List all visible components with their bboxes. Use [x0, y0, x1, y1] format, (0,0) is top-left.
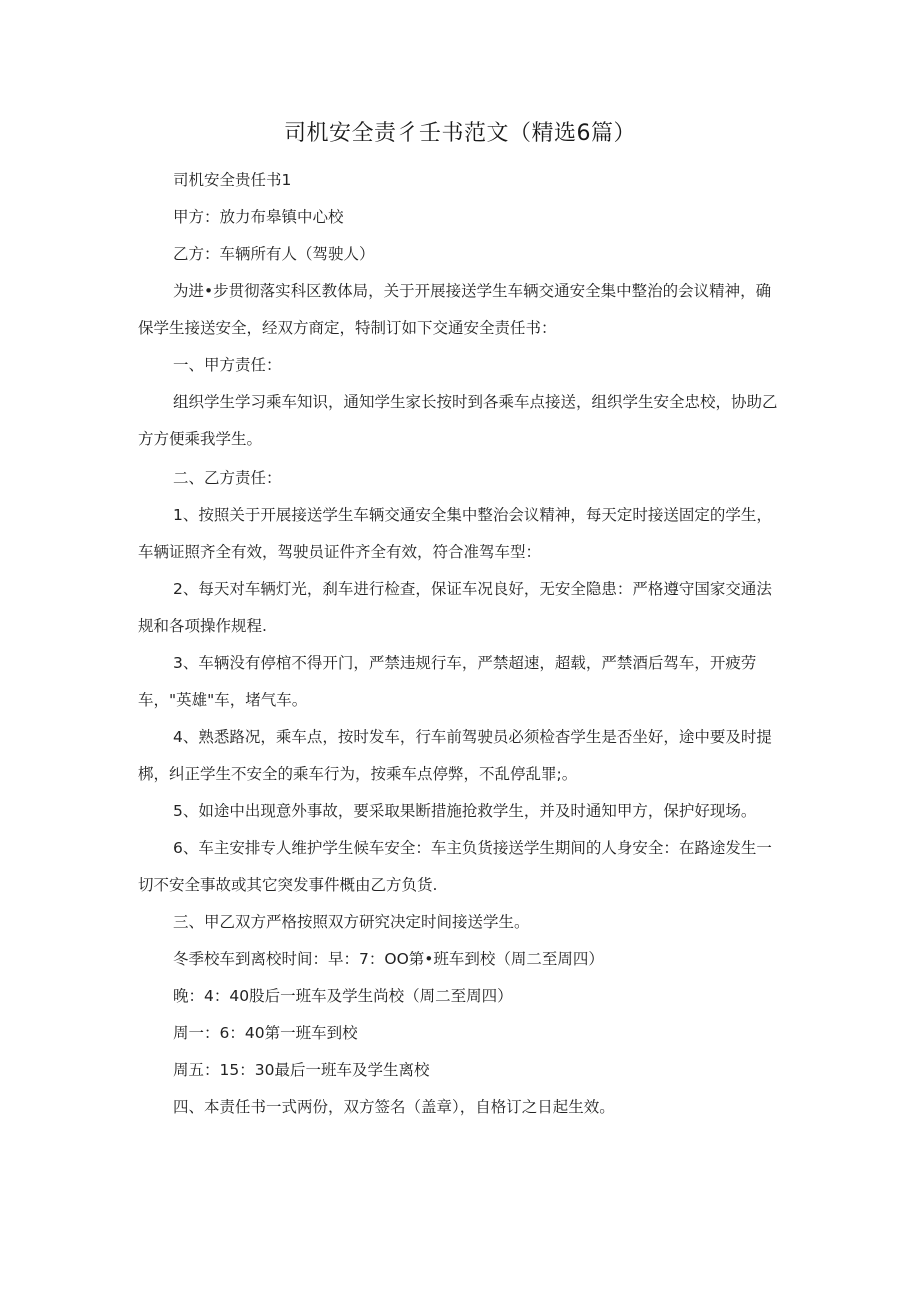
paragraph-heading: 司机安全贵任书1	[173, 171, 292, 189]
paragraph-item-5: 5、如途中出现意外事故，要采取果断措施抢救学生，并及时通知甲方，保护好现场。	[173, 802, 757, 820]
paragraph-schedule-friday: 周五：15：30最后一班车及学生离校	[173, 1061, 430, 1079]
paragraph-section-1: 一、甲方责任：	[173, 356, 282, 374]
paragraph-schedule-winter: 冬季校车到离校时间：早：7：OO第•班车到校（周二至周四）	[173, 950, 604, 968]
paragraph-item-6: 6、车主安排专人维护学生候车安全：车主负货接送学生期间的人身安全：在路途发生一切不安全事故或其它突发事件概由乙方负货.	[138, 839, 772, 894]
paragraph-section-2: 二、乙方责任：	[173, 469, 282, 487]
paragraph-party-a: 甲方：放力布皋镇中心校	[173, 208, 344, 226]
paragraph-schedule-monday: 周一：6：40第一班车到校	[173, 1024, 358, 1042]
paragraph-party-a-duty: 组织学生学习乘车知识，通知学生家长按时到各乘车点接送，组织学生安全忠校，协助乙方方便乘我学生。	[138, 393, 778, 448]
paragraph-item-3: 3、车辆没有停棺不得开门，严禁违规行车，严禁超速，超载，严禁酒后驾车，开疲劳车，"英雄"车，堵气车。	[138, 654, 757, 709]
paragraph-section-3: 三、甲乙双方严格按照双方研究决定时间接送学生。	[173, 913, 530, 931]
paragraph-item-1: 1、按照关于开展接送学生车辆交通安全集中整治会议精神，每天定时接送固定的学生，车辆证照齐全有效，驾驶员证件齐全有效，符合准驾车型：	[138, 506, 772, 561]
paragraph-item-2: 2、每天对车辆灯光，刹车进行检查，保证车况良好，无安全隐患：严格遵守国家交通法规和各项操作规程.	[138, 580, 772, 635]
document-body	[138, 162, 786, 1126]
paragraph-schedule-evening: 晚：4：40股后一班车及学生尚校（周二至周四）	[173, 987, 513, 1005]
paragraph-party-b: 乙方：车辆所有人（驾驶人）	[173, 245, 375, 263]
paragraph-section-4: 四、本责任书一式两份，双方签名（盖章），自格订之日起生效。	[173, 1098, 615, 1116]
paragraph-intro: 为进•步贯彻落实科区教体局，关于开展接送学生车辆交通安全集中整治的会议精神，确保学生接送安全，经双方商定，特制订如下交通安全责任书：	[138, 282, 772, 337]
document-title: 司机安全责彳壬书范文（精选6篇）	[284, 121, 636, 146]
paragraph-item-4: 4、熟悉路况，乘车点，按时发车，行车前驾驶员必须检杳学生是否坐好，途中要及时提梆，纠正学生不安全的乘车行为，按乘车点停弊，不乱停乱罪;。	[138, 728, 772, 783]
